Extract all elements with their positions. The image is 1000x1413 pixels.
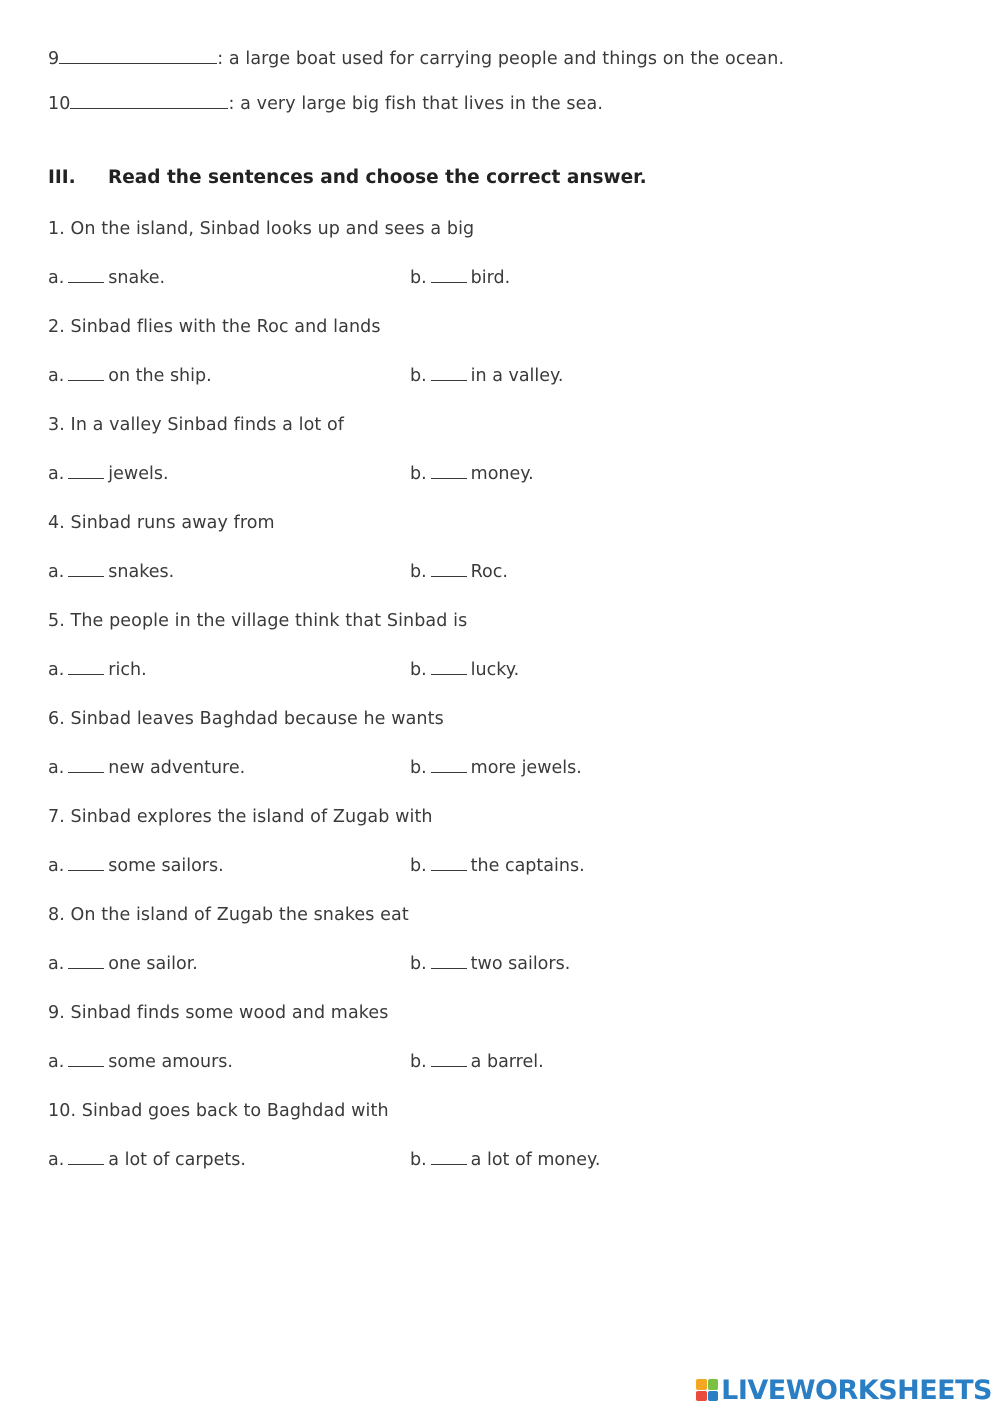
question-prompt: 1. On the island, Sinbad looks up and sees a big	[48, 219, 475, 239]
section-heading	[48, 166, 647, 190]
option-label: a.	[48, 856, 65, 876]
option-a	[48, 364, 212, 388]
answer-checkbox-blank[interactable]	[431, 267, 467, 283]
option-text: rich.	[108, 660, 147, 680]
option-label: a.	[48, 562, 65, 582]
option-a	[48, 756, 245, 780]
answer-checkbox-blank[interactable]	[431, 463, 467, 479]
option-label: a.	[48, 1150, 65, 1170]
answer-checkbox-blank[interactable]	[431, 1051, 467, 1067]
answer-checkbox-blank[interactable]	[431, 855, 467, 871]
option-text: bird.	[470, 268, 511, 288]
option-text: snake.	[108, 268, 166, 288]
vocab-definition: : a large boat used for carrying people and things on the ocean.	[217, 49, 785, 69]
option-a	[48, 952, 198, 976]
option-text: jewels.	[108, 464, 169, 484]
logo-text: LIVEWORKSHEETS	[721, 1374, 992, 1406]
question-prompt: 3. In a valley Sinbad finds a lot of	[48, 415, 345, 435]
answer-checkbox-blank[interactable]	[68, 267, 104, 283]
answer-checkbox-blank[interactable]	[431, 561, 467, 577]
question-prompt: 6. Sinbad leaves Baghdad because he wants	[48, 709, 444, 729]
question-prompt: 7. Sinbad explores the island of Zugab with	[48, 807, 433, 827]
answer-checkbox-blank[interactable]	[431, 953, 467, 969]
option-b	[410, 364, 563, 388]
option-label: a.	[48, 268, 65, 288]
answer-checkbox-blank[interactable]	[68, 561, 104, 577]
option-b	[410, 658, 519, 682]
answer-checkbox-blank[interactable]	[68, 1051, 104, 1067]
answer-checkbox-blank[interactable]	[68, 463, 104, 479]
option-a	[48, 1148, 246, 1172]
option-a	[48, 658, 147, 682]
question-prompt: 10. Sinbad goes back to Baghdad with	[48, 1101, 389, 1121]
question-prompt: 4. Sinbad runs away from	[48, 513, 275, 533]
option-text: a lot of carpets.	[108, 1150, 246, 1170]
option-label: b.	[410, 660, 427, 680]
vocab-definition: : a very large big fish that lives in the sea.	[228, 94, 603, 114]
option-a	[48, 462, 169, 486]
answer-checkbox-blank[interactable]	[431, 365, 467, 381]
option-a	[48, 560, 174, 584]
vocab-item-10	[48, 92, 603, 116]
option-text: on the ship.	[108, 366, 212, 386]
option-label: b.	[410, 856, 427, 876]
option-text: some sailors.	[108, 856, 224, 876]
option-b	[410, 462, 534, 486]
vocab-number: 9	[48, 49, 60, 69]
option-b	[410, 1050, 544, 1074]
vocab-item-9	[48, 47, 784, 71]
option-text: one sailor.	[108, 954, 198, 974]
answer-checkbox-blank[interactable]	[68, 1149, 104, 1165]
option-label: b.	[410, 758, 427, 778]
option-a	[48, 266, 165, 290]
answer-checkbox-blank[interactable]	[68, 953, 104, 969]
question-prompt: 8. On the island of Zugab the snakes eat	[48, 905, 409, 925]
vocab-number: 10	[48, 94, 71, 114]
option-label: a.	[48, 660, 65, 680]
option-label: b.	[410, 268, 427, 288]
option-b	[410, 266, 510, 290]
option-a	[48, 854, 224, 878]
option-text: two sailors.	[470, 954, 571, 974]
option-b	[410, 854, 585, 878]
option-label: b.	[410, 954, 427, 974]
option-text: snakes.	[108, 562, 175, 582]
answer-checkbox-blank[interactable]	[431, 1149, 467, 1165]
question-prompt: 2. Sinbad flies with the Roc and lands	[48, 317, 381, 337]
option-text: new adventure.	[108, 758, 246, 778]
logo-blocks-icon	[696, 1379, 718, 1401]
option-b	[410, 756, 582, 780]
option-b	[410, 952, 570, 976]
answer-checkbox-blank[interactable]	[68, 855, 104, 871]
option-label: a.	[48, 366, 65, 386]
option-label: b.	[410, 464, 427, 484]
option-b	[410, 560, 508, 584]
option-label: a.	[48, 1052, 65, 1072]
option-label: b.	[410, 562, 427, 582]
option-label: b.	[410, 1150, 427, 1170]
option-label: a.	[48, 954, 65, 974]
option-text: a lot of money.	[470, 1150, 601, 1170]
answer-blank[interactable]	[59, 48, 217, 64]
option-text: some amours.	[108, 1052, 233, 1072]
answer-checkbox-blank[interactable]	[431, 757, 467, 773]
option-text: lucky.	[470, 660, 520, 680]
answer-blank[interactable]	[70, 93, 228, 109]
option-label: b.	[410, 366, 427, 386]
answer-checkbox-blank[interactable]	[431, 659, 467, 675]
option-text: money.	[470, 464, 534, 484]
section-numeral: III.	[48, 167, 76, 188]
option-text: more jewels.	[470, 758, 582, 778]
answer-checkbox-blank[interactable]	[68, 365, 104, 381]
option-a	[48, 1050, 233, 1074]
option-text: in a valley.	[470, 366, 564, 386]
section-title: Read the sentences and choose the correct answer.	[108, 167, 647, 188]
option-label: a.	[48, 464, 65, 484]
answer-checkbox-blank[interactable]	[68, 757, 104, 773]
option-text: a barrel.	[470, 1052, 544, 1072]
option-label: a.	[48, 758, 65, 778]
option-text: the captains.	[470, 856, 585, 876]
liveworksheets-logo	[696, 1375, 992, 1405]
option-text: Roc.	[470, 562, 508, 582]
answer-checkbox-blank[interactable]	[68, 659, 104, 675]
option-label: b.	[410, 1052, 427, 1072]
question-prompt: 9. Sinbad finds some wood and makes	[48, 1003, 389, 1023]
option-b	[410, 1148, 600, 1172]
question-prompt: 5. The people in the village think that Sinbad is	[48, 611, 468, 631]
